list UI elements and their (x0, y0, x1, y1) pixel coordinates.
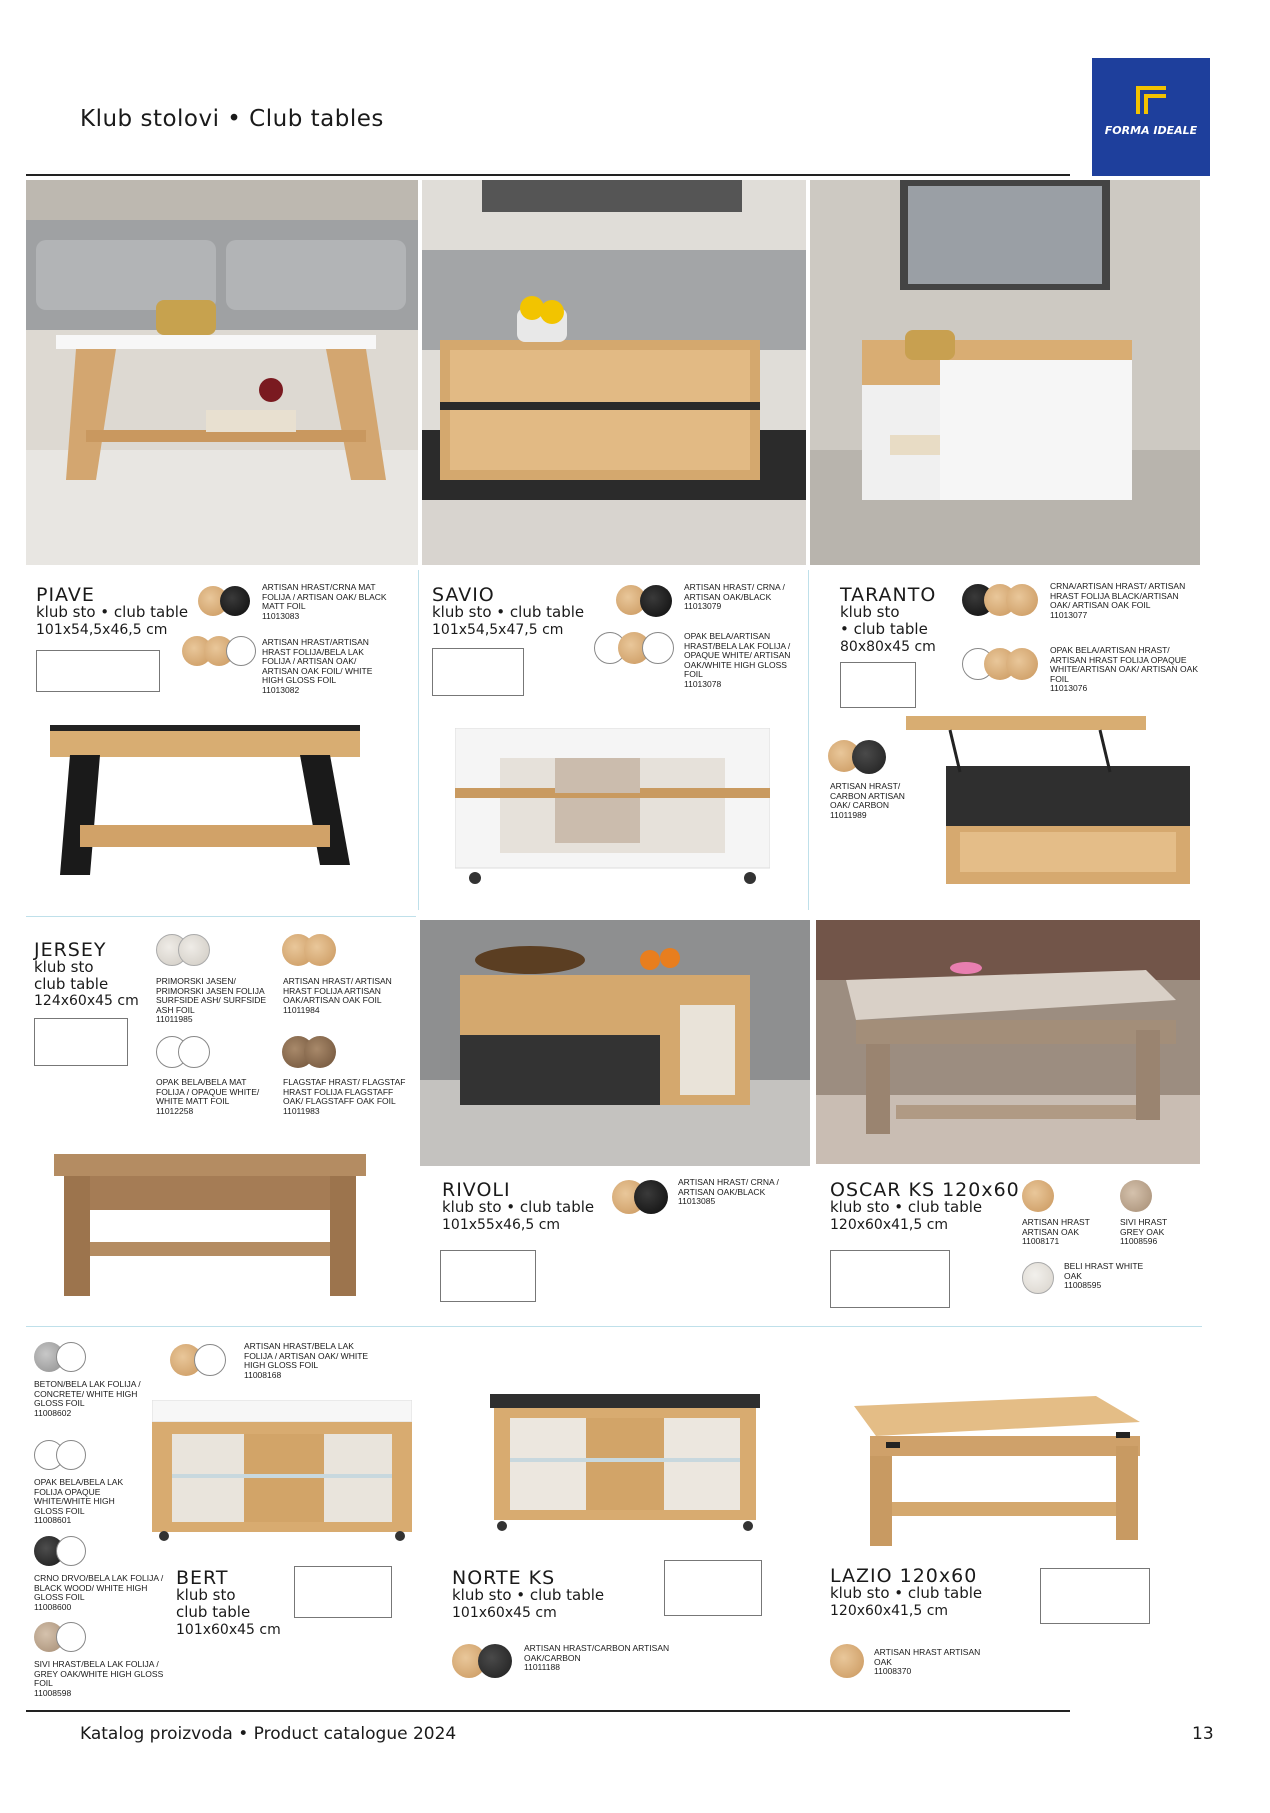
divider-v-1 (418, 570, 419, 910)
oscar-option-2-code: 11008596 (1120, 1236, 1158, 1246)
oscar-option-2-text: SIVI HRAST GREY OAK (1120, 1217, 1168, 1237)
savio-line-drawing (432, 648, 524, 696)
oscar-option-1-text: ARTISAN HRAST ARTISAN OAK (1022, 1217, 1090, 1237)
jersey-option-3-code: 11012258 (156, 1105, 194, 1116)
bert-option-4-text: CRNO DRVO/BELA LAK FOLIJA / BLACK WOOD/ WHITE HIGH GLOSS FOIL (34, 1573, 164, 1602)
bert-swatch-black-wood-white (56, 1536, 86, 1566)
jersey-option-1-code: 11011985 (156, 1014, 193, 1024)
jersey-subtitle-2: club table (34, 975, 109, 993)
savio-option-2 (684, 632, 794, 689)
jersey-option-4-text: FLAGSTAF HRAST/ FLAGSTAF HRAST FOLIJA FLAGSTAFF OAK/ FLAGSTAFF OAK FOIL (283, 1077, 406, 1106)
bert-dims: 101x60x45 cm (176, 1622, 281, 1638)
bert-option-5 (34, 1660, 164, 1698)
bert-option-1-text: ARTISAN HRAST/BELA LAK FOLIJA / ARTISAN OAK/ WHITE HIGH GLOSS FOIL (244, 1341, 369, 1370)
bert-name: BERT (176, 1567, 229, 1589)
savio-name: SAVIO (432, 584, 495, 606)
footer-text: Katalog proizvoda • Product catalogue 2024 (80, 1724, 457, 1744)
bert-product-image (152, 1400, 412, 1542)
taranto-subtitle-1: klub sto (840, 603, 900, 621)
rivoli-option-1-text: ARTISAN HRAST/ CRNA / ARTISAN OAK/BLACK (678, 1177, 779, 1197)
taranto-option-1-text: CRNA/ARTISAN HRAST/ ARTISAN HRAST FOLIJA BLACK/ARTISAN OAK/ ARTISAN OAK FOIL (1050, 581, 1186, 610)
taranto-option-2-code: 11013076 (1050, 683, 1088, 693)
divider-v-2 (808, 570, 809, 910)
oscar-option-3 (1064, 1262, 1144, 1291)
bert-line-drawing (294, 1566, 392, 1618)
jersey-option-4-code: 11011983 (283, 1105, 320, 1116)
oscar-subtitle: klub sto • club table (830, 1198, 983, 1216)
jersey-swatch-white-foil (178, 1036, 210, 1068)
taranto-option-3-code: 11011989 (830, 809, 867, 820)
brand-name: FORMA IDEALE (1104, 124, 1198, 137)
jersey-option-2-code: 11011984 (283, 1004, 320, 1015)
bert-option-4-code: 11008600 (34, 1601, 72, 1612)
jersey-option-1-text: PRIMORSKI JASEN/ PRIMORSKI JASEN FOLIJA SURFSIDE ASH/ SURFSIDE ASH FOIL (156, 976, 267, 1015)
jersey-option-3-text: OPAK BELA/BELA MAT FOLIJA / OPAQUE WHITE/ WHITE MATT FOIL (156, 1077, 260, 1106)
savio-swatch-black (640, 585, 672, 617)
savio-option-1-text: ARTISAN HRAST/ CRNA / ARTISAN OAK/BLACK (684, 582, 785, 602)
jersey-subtitle-1: klub sto (34, 958, 94, 976)
savio-option-1 (684, 583, 794, 612)
taranto-option-1 (1050, 582, 1200, 620)
footer-rule (26, 1710, 1070, 1712)
jersey-swatch-oak-foil (304, 934, 336, 966)
page-title: Klub stolovi • Club tables (80, 106, 384, 132)
taranto-option-1-code: 11013077 (1050, 609, 1088, 620)
piave-name: PIAVE (36, 584, 95, 606)
jersey-option-1 (156, 977, 284, 1025)
norte-line-drawing (664, 1560, 762, 1616)
norte-subtitle: klub sto • club table (452, 1586, 605, 1604)
bert-option-3-code: 11008601 (34, 1515, 72, 1525)
taranto-product-image (900, 712, 1200, 897)
oscar-line-drawing (830, 1250, 950, 1308)
oscar-option-2 (1120, 1218, 1190, 1247)
oscar-option-3-code: 11008595 (1064, 1280, 1102, 1290)
logo-mark-inner (1144, 94, 1166, 114)
taranto-swatch3-carbon (852, 740, 886, 774)
jersey-dims: 124x60x45 cm (34, 993, 139, 1009)
lazio-line-drawing (1040, 1568, 1150, 1624)
bert-option-1-code: 11008168 (244, 1369, 282, 1380)
bert-swatch-concrete-white (56, 1342, 86, 1372)
jersey-option-3 (156, 1078, 266, 1116)
taranto-option-2 (1050, 646, 1200, 694)
bert-option-5-text: SIVI HRAST/BELA LAK FOLIJA / GREY OAK/WHITE HIGH GLOSS FOIL (34, 1659, 164, 1688)
jersey-name: JERSEY (34, 939, 107, 961)
jersey-option-2-text: ARTISAN HRAST/ ARTISAN HRAST FOLIJA ARTISAN OAK/ARTISAN OAK FOIL (283, 976, 392, 1005)
norte-product-image (490, 1394, 760, 1534)
taranto-line-drawing (840, 662, 916, 708)
brand-logo (1092, 58, 1210, 176)
page-number: 13 (1192, 1724, 1214, 1744)
piave-line-drawing (36, 650, 160, 692)
piave-option-1-code: 11013083 (262, 610, 300, 621)
taranto-swatch-oak-foil (1006, 584, 1038, 616)
piave-option-1 (262, 583, 392, 621)
bert-option-2 (34, 1380, 144, 1418)
rivoli-dims: 101x55x46,5 cm (442, 1217, 561, 1233)
oscar-swatch-white-oak (1022, 1262, 1054, 1294)
piave-subtitle: klub sto • club table (36, 603, 189, 621)
rivoli-swatch-black (634, 1180, 668, 1214)
bert-option-3 (34, 1478, 144, 1526)
rivoli-option-1-code: 11013085 (678, 1196, 716, 1206)
bert-option-1 (244, 1342, 374, 1380)
taranto-option-3 (830, 782, 910, 820)
lazio-swatch-oak (830, 1644, 864, 1678)
norte-swatch-carbon (478, 1644, 512, 1678)
taranto-name: TARANTO (840, 584, 937, 606)
lazio-option-1-text: ARTISAN HRAST ARTISAN OAK (874, 1647, 981, 1667)
piave-product-image (50, 715, 360, 880)
savio-subtitle: klub sto • club table (432, 603, 585, 621)
header-rule (26, 174, 1070, 176)
rivoli-room-photo (420, 920, 810, 1166)
savio-room-photo (422, 180, 806, 565)
bert-swatch-grey-oak-white (56, 1622, 86, 1652)
bert-option-4 (34, 1574, 164, 1612)
bert-subtitle-1: klub sto (176, 1586, 236, 1604)
bert-swatch-opaque-white (56, 1440, 86, 1470)
oscar-swatch-oak (1022, 1180, 1054, 1212)
jersey-option-4 (283, 1078, 413, 1116)
bert-option-2-text: BETON/BELA LAK FOLIJA / CONCRETE/ WHITE HIGH GLOSS FOIL (34, 1379, 141, 1408)
oscar-option-1 (1022, 1218, 1102, 1247)
piave-option-1-text: ARTISAN HRAST/CRNA MAT FOLIJA / ARTISAN OAK/ BLACK MATT FOIL (262, 582, 387, 611)
piave-room-photo (26, 180, 418, 565)
jersey-swatch-ash-foil (178, 934, 210, 966)
norte-name: NORTE KS (452, 1567, 556, 1589)
bert-swatch-white (194, 1344, 226, 1376)
oscar-room-photo (816, 920, 1200, 1164)
piave-dims: 101x54,5x46,5 cm (36, 622, 168, 638)
jersey-option-2 (283, 977, 413, 1015)
taranto-subtitle-2: • club table (840, 620, 928, 638)
rivoli-option-1 (678, 1178, 788, 1207)
oscar-option-3-text: BELI HRAST WHITE OAK (1064, 1261, 1144, 1281)
oscar-option-1-code: 11008171 (1022, 1236, 1060, 1246)
jersey-swatch-flagstaff-foil (304, 1036, 336, 1068)
norte-dims: 101x60x45 cm (452, 1605, 557, 1621)
oscar-dims: 120x60x41,5 cm (830, 1217, 949, 1233)
savio-dims: 101x54,5x47,5 cm (432, 622, 564, 638)
norte-option-1 (524, 1644, 674, 1673)
taranto-option-3-text: ARTISAN HRAST/ CARBON ARTISAN OAK/ CARBON (830, 781, 905, 810)
piave-option-2 (262, 638, 392, 695)
bert-option-3-text: OPAK BELA/BELA LAK FOLIJA OPAQUE WHITE/WHITE HIGH GLOSS FOIL (34, 1477, 124, 1516)
lazio-option-1 (874, 1648, 984, 1677)
piave-option-2-text: ARTISAN HRAST/ARTISAN HRAST FOLIJA/BELA LAK FOLIJA / ARTISAN OAK/ ARTISAN OAK FOIL/ WHITE HIGH GLOSS FOIL (262, 637, 373, 685)
lazio-product-image (846, 1392, 1144, 1548)
bert-option-5-code: 11008598 (34, 1687, 72, 1698)
norte-option-1-text: ARTISAN HRAST/CARBON ARTISAN OAK/CARBON (524, 1643, 670, 1663)
lazio-name: LAZIO 120x60 (830, 1565, 978, 1587)
divider-h-1 (26, 916, 416, 917)
savio-option-2-code: 11013078 (684, 678, 722, 689)
rivoli-name: RIVOLI (442, 1179, 511, 1201)
lazio-option-1-code: 11008370 (874, 1666, 912, 1676)
norte-option-1-code: 11011188 (524, 1662, 560, 1672)
taranto-dims: 80x80x45 cm (840, 639, 936, 655)
savio-swatch2-gloss (642, 632, 674, 664)
rivoli-subtitle: klub sto • club table (442, 1198, 595, 1216)
bert-subtitle-2: club table (176, 1603, 251, 1621)
lazio-dims: 120x60x41,5 cm (830, 1603, 949, 1619)
taranto-room-photo (810, 180, 1200, 565)
taranto-swatch2-oak-foil (1006, 648, 1038, 680)
jersey-line-drawing (34, 1018, 128, 1066)
oscar-swatch-grey-oak (1120, 1180, 1152, 1212)
rivoli-line-drawing (440, 1250, 536, 1302)
savio-option-2-text: OPAK BELA/ARTISAN HRAST/BELA LAK FOLIJA / OPAQUE WHITE/ ARTISAN OAK/WHITE HIGH GLOSS FOIL (684, 631, 791, 679)
savio-option-1-code: 11013079 (684, 601, 722, 611)
piave-swatch-black (220, 586, 250, 616)
jersey-product-image (54, 1150, 366, 1302)
taranto-option-2-text: OPAK BELA/ARTISAN HRAST/ ARTISAN HRAST FOLIJA OPAQUE WHITE/ARTISAN OAK/ ARTISAN OAK FOIL (1050, 645, 1198, 684)
savio-product-image (455, 728, 770, 888)
piave-option-2-code: 11013082 (262, 684, 300, 695)
piave-swatch2-white (226, 636, 256, 666)
oscar-name: OSCAR KS 120x60 (830, 1179, 1020, 1201)
divider-h-2 (26, 1326, 1202, 1327)
lazio-subtitle: klub sto • club table (830, 1584, 983, 1602)
bert-option-2-code: 11008602 (34, 1407, 72, 1418)
